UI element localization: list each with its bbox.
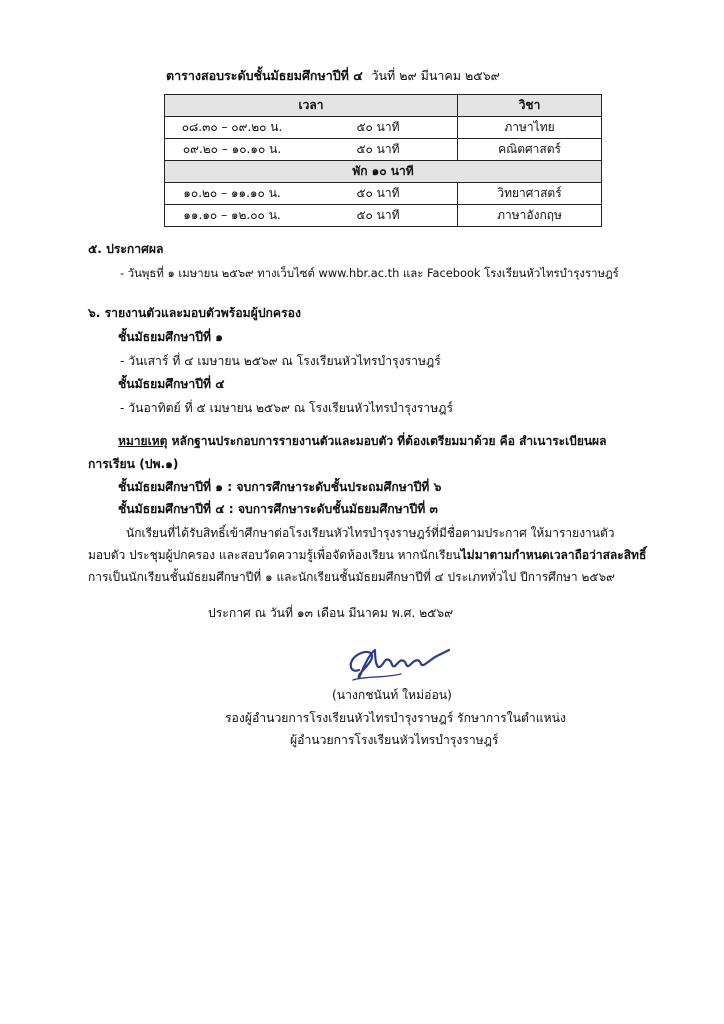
note-label: หมายเหตุ [118,434,168,448]
row-time: ๐๙.๒๐ – ๑๐.๑๐ น. [165,139,300,161]
signature-icon [345,640,455,686]
closing-part2: การเป็นนักเรียนชั้นมัธยมศึกษาปีที่ ๑ และนักเรียนชั้นมัธยมศึกษาปีที่ ๔ ประเภททั่วไป ปีการศึกษา ๒๕๖๙ [88,570,615,584]
section6-heading: ๖. รายงานตัวและมอบตัวพร้อมผู้ปกครอง [88,306,301,320]
note-m4: ชั้นมัธยมศึกษาปีที่ ๔ : จบการศึกษาระดับชั้นมัธยมศึกษาปีที่ ๓ [118,502,438,516]
signer-position2: ผู้อำนวยการโรงเรียนหัวไทรบำรุงราษฎร์ [290,733,499,747]
m1-item: - วันเสาร์ ที่ ๔ เมษายน ๒๕๖๙ ณ โรงเรียนหัวไทรบำรุงราษฎร์ [120,354,441,368]
break-row [165,161,602,183]
note-m1: ชั้นมัธยมศึกษาปีที่ ๑ : จบการศึกษาระดับชั้นประถมศึกษาปีที่ ๖ [118,480,442,494]
table-row [165,139,602,161]
note-line1 [118,432,606,451]
m4-label: ชั้นมัธยมศึกษาปีที่ ๔ [118,377,225,391]
exam-date: วันที่ ๒๙ มีนาคม ๒๕๖๙ [371,68,500,83]
closing-bold: ไม่มาตามกำหนดเวลาถือว่าสละสิทธิ์ [460,548,647,562]
row-time: ๐๘.๓๐ – ๐๙.๒๐ น. [165,117,300,139]
row-subject: คณิตศาสตร์ [458,139,602,161]
note-text1: หลักฐานประกอบการรายงานตัวและมอบตัว ที่ต้องเตรียมมาด้วย คือ สำเนาระเบียนผล [167,434,607,448]
break-label: พัก ๑๐ นาที [165,161,602,183]
closing-paragraph [88,522,648,588]
table-row [165,117,602,139]
row-duration: ๕๐ นาที [299,139,458,161]
row-subject: ภาษาไทย [458,117,602,139]
exam-table-title-text: ตารางสอบระดับชั้นมัธยมศึกษาปีที่ ๔ [166,68,363,83]
row-duration: ๕๐ นาที [299,183,458,205]
table-header-row [165,95,602,117]
header-time: เวลา [165,95,458,117]
announce-date: ประกาศ ณ วันที่ ๑๓ เดือน มีนาคม พ.ศ. ๒๕๖๙ [208,606,454,620]
m4-item: - วันอาทิตย์ ที่ ๕ เมษายน ๒๕๖๙ ณ โรงเรียนหัวไทรบำรุงราษฎร์ [120,401,454,415]
table-row [165,183,602,205]
exam-schedule-table [164,94,602,227]
note-text2: การเรียน (ปพ.๑) [88,457,179,471]
section5-heading: ๕. ประกาศผล [88,242,164,256]
row-subject: วิทยาศาสตร์ [458,183,602,205]
row-subject: ภาษาอังกฤษ [458,205,602,227]
exam-table-title [166,66,500,86]
table-row [165,205,602,227]
row-time: ๑๐.๒๐ – ๑๑.๑๐ น. [165,183,300,205]
header-subject: วิชา [458,95,602,117]
row-duration: ๕๐ นาที [299,117,458,139]
closing-part1: นักเรียนที่ได้รับสิทธิ์เข้าศึกษาต่อโรงเรียนหัวไทรบำรุงราษฎร์ที่มีชื่อตามประกาศ ให้มารายงานตัว มอบตัว ประชุมผู้ปกครอง และสอบวัดความรู้เพื่อจัดห้องเรียน หากนักเรียน [88,526,615,562]
signer-position1: รองผู้อำนวยการโรงเรียนหัวไทรบำรุงราษฎร์ รักษาการในตำแหน่ง [225,711,566,725]
signer-name: (นางกชนันท์ ใหม่อ่อน) [332,688,452,702]
row-duration: ๕๐ นาที [299,205,458,227]
m1-label: ชั้นมัธยมศึกษาปีที่ ๑ [118,330,223,344]
row-time: ๑๑.๑๐ – ๑๒.๐๐ น. [165,205,300,227]
section5-item: - วันพุธที่ ๑ เมษายน ๒๕๖๙ ทางเว็บไซต์ www.hbr.ac.th และ Facebook โรงเรียนหัวไทรบำรุงราษฎร์ [120,266,619,280]
